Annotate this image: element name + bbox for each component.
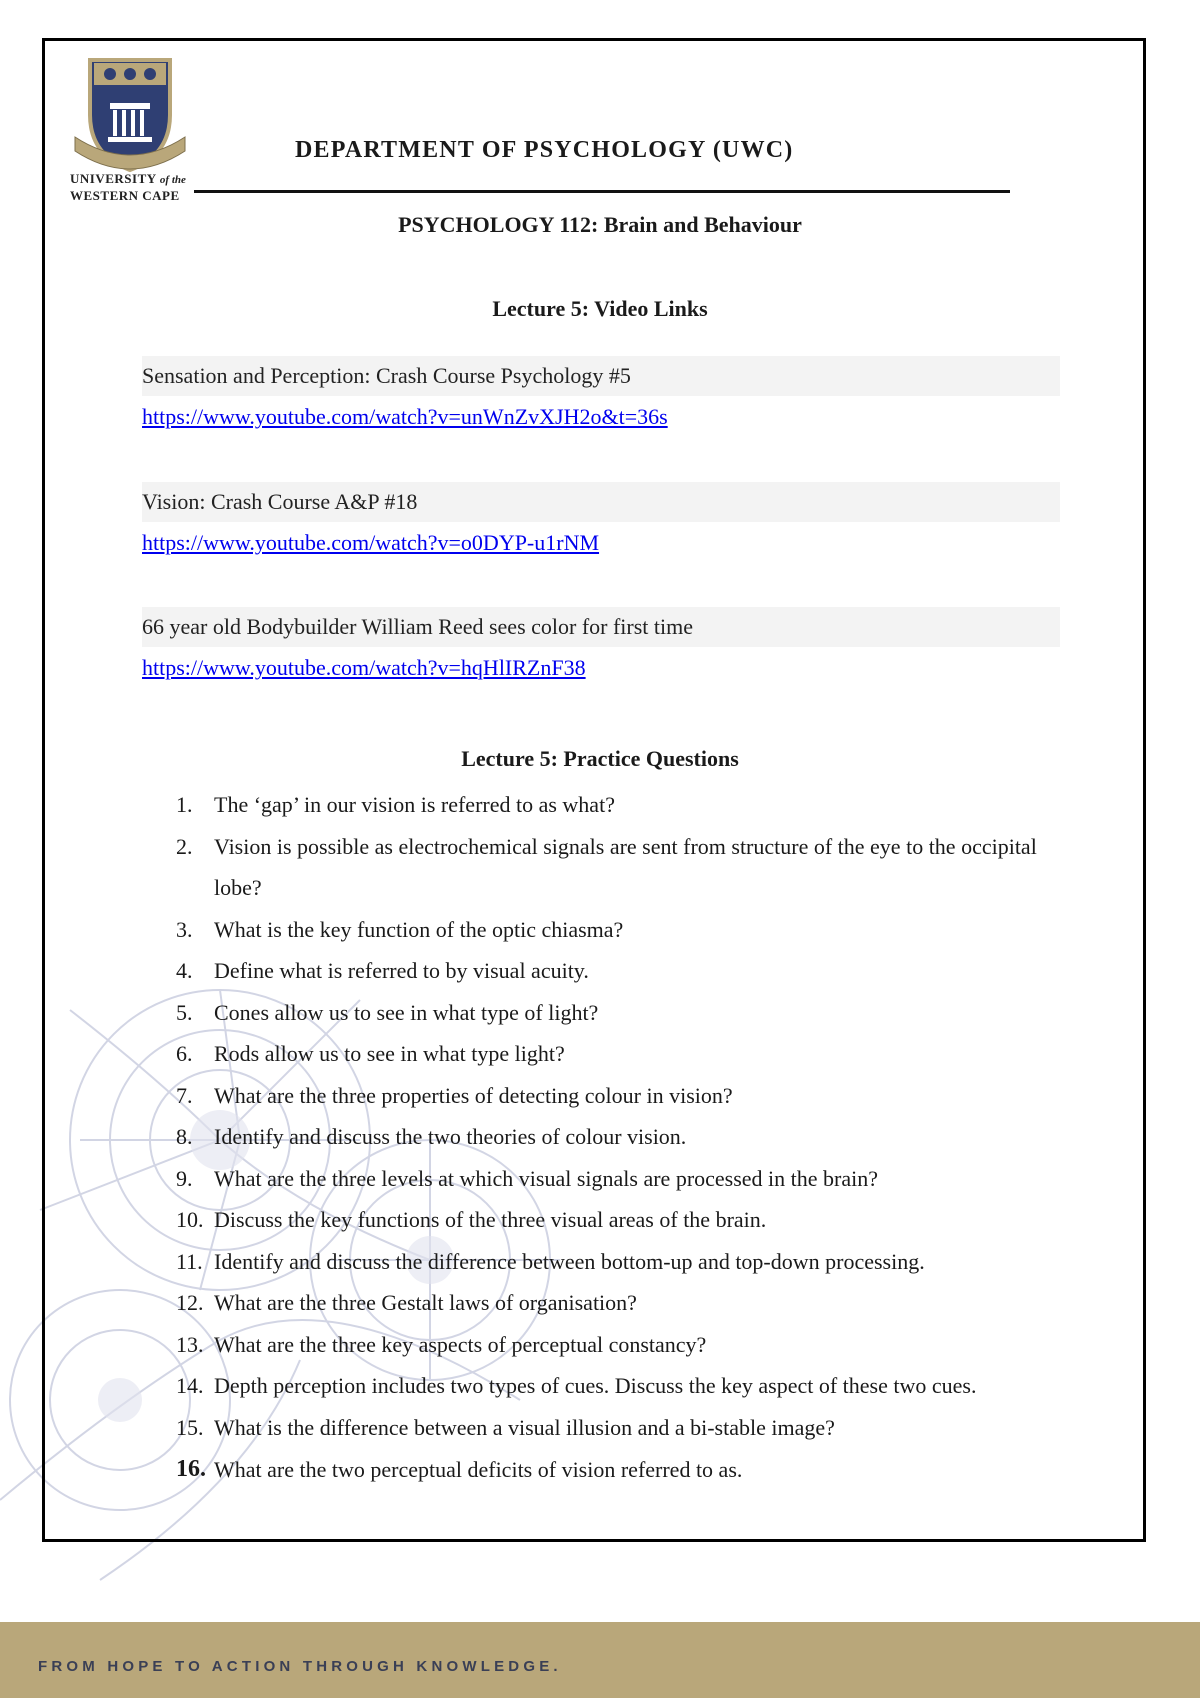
question-number: 12. [176, 1290, 204, 1315]
question-number: 9. [176, 1165, 193, 1191]
question-item [176, 1075, 1076, 1117]
question-item [176, 1158, 1076, 1200]
question-item [176, 909, 1076, 951]
video-item [142, 607, 1060, 689]
video-link[interactable]: https://www.youtube.com/watch?v=hqHlIRZnF38 [142, 655, 586, 680]
question-number: 7. [176, 1082, 193, 1108]
footer-motto: FROM HOPE TO ACTION THROUGH KNOWLEDGE. [38, 1658, 562, 1675]
question-text: Vision is possible as electrochemical signals are sent from structure of the eye to the occipital lobe? [214, 833, 1037, 900]
university-line2: WESTERN CAPE [70, 188, 180, 203]
question-item [176, 992, 1076, 1034]
university-name [70, 171, 200, 203]
university-line1: UNIVERSITY [70, 171, 157, 186]
question-item [176, 826, 1076, 909]
question-item [176, 1282, 1076, 1324]
question-number: 6. [176, 1041, 193, 1066]
question-item [176, 1407, 1076, 1449]
question-text: What are the three Gestalt laws of organisation? [214, 1290, 637, 1315]
practice-questions-heading: Lecture 5: Practice Questions [461, 746, 739, 771]
university-of-the: of the [159, 174, 186, 186]
question-text: Cones allow us to see in what type of light? [214, 999, 599, 1025]
question-item [176, 1241, 1076, 1283]
question-text: What are the three key aspects of perceptual constancy? [214, 1331, 707, 1357]
video-title: Sensation and Perception: Crash Course Psychology #5 [142, 356, 1060, 396]
question-number: 1. [176, 792, 193, 817]
question-number: 16. [176, 1456, 206, 1482]
question-number: 10. [176, 1207, 204, 1232]
question-text: Rods allow us to see in what type light? [214, 1041, 565, 1066]
course-title: PSYCHOLOGY 112: Brain and Behaviour [398, 212, 802, 237]
question-text: Define what is referred to by visual acuity. [214, 958, 589, 983]
question-item [176, 1116, 1076, 1158]
header-divider [194, 190, 1010, 193]
question-number: 5. [176, 999, 193, 1025]
question-number: 15. [176, 1414, 204, 1440]
question-number: 3. [176, 916, 193, 942]
video-title: 66 year old Bodybuilder William Reed sees color for first time [142, 607, 1060, 647]
question-number: 13. [176, 1331, 204, 1357]
question-number: 4. [176, 958, 193, 983]
video-item [142, 356, 1060, 438]
question-item [176, 1365, 1076, 1407]
question-list [176, 784, 1076, 1491]
question-number: 8. [176, 1124, 193, 1149]
question-number: 11. [176, 1248, 203, 1274]
question-text: What is the key function of the optic chiasma? [214, 916, 624, 942]
question-item [176, 1324, 1076, 1366]
video-title: Vision: Crash Course A&P #18 [142, 482, 1060, 522]
question-text: What are the three properties of detecting colour in vision? [214, 1082, 733, 1108]
question-number: 14. [176, 1373, 204, 1398]
video-link[interactable]: https://www.youtube.com/watch?v=unWnZvXJH2o&t=36s [142, 404, 668, 429]
question-item [176, 1033, 1076, 1075]
question-text: Identify and discuss the difference between bottom-up and top-down processing. [214, 1248, 925, 1274]
question-item [176, 1199, 1076, 1241]
question-text: Identify and discuss the two theories of colour vision. [214, 1124, 687, 1149]
question-text: What are the three levels at which visual signals are processed in the brain? [214, 1165, 879, 1191]
question-text: The ‘gap’ in our vision is referred to as what? [214, 792, 615, 817]
video-links-heading: Lecture 5: Video Links [492, 296, 708, 321]
question-text: Discuss the key functions of the three visual areas of the brain. [214, 1207, 767, 1232]
video-item [142, 482, 1060, 564]
question-text: What is the difference between a visual illusion and a bi-stable image? [214, 1414, 835, 1440]
question-text: What are the two perceptual deficits of vision referred to as. [214, 1457, 743, 1482]
question-item [176, 784, 1076, 826]
question-item [176, 1448, 1076, 1491]
question-item [176, 950, 1076, 992]
question-text: Depth perception includes two types of cues. Discuss the key aspect of these two cues. [214, 1373, 977, 1398]
video-link[interactable]: https://www.youtube.com/watch?v=o0DYP-u1rNM [142, 530, 600, 555]
question-number: 2. [176, 833, 193, 859]
department-title: DEPARTMENT OF PSYCHOLOGY (UWC) [295, 137, 794, 163]
crest-icon [60, 55, 200, 175]
